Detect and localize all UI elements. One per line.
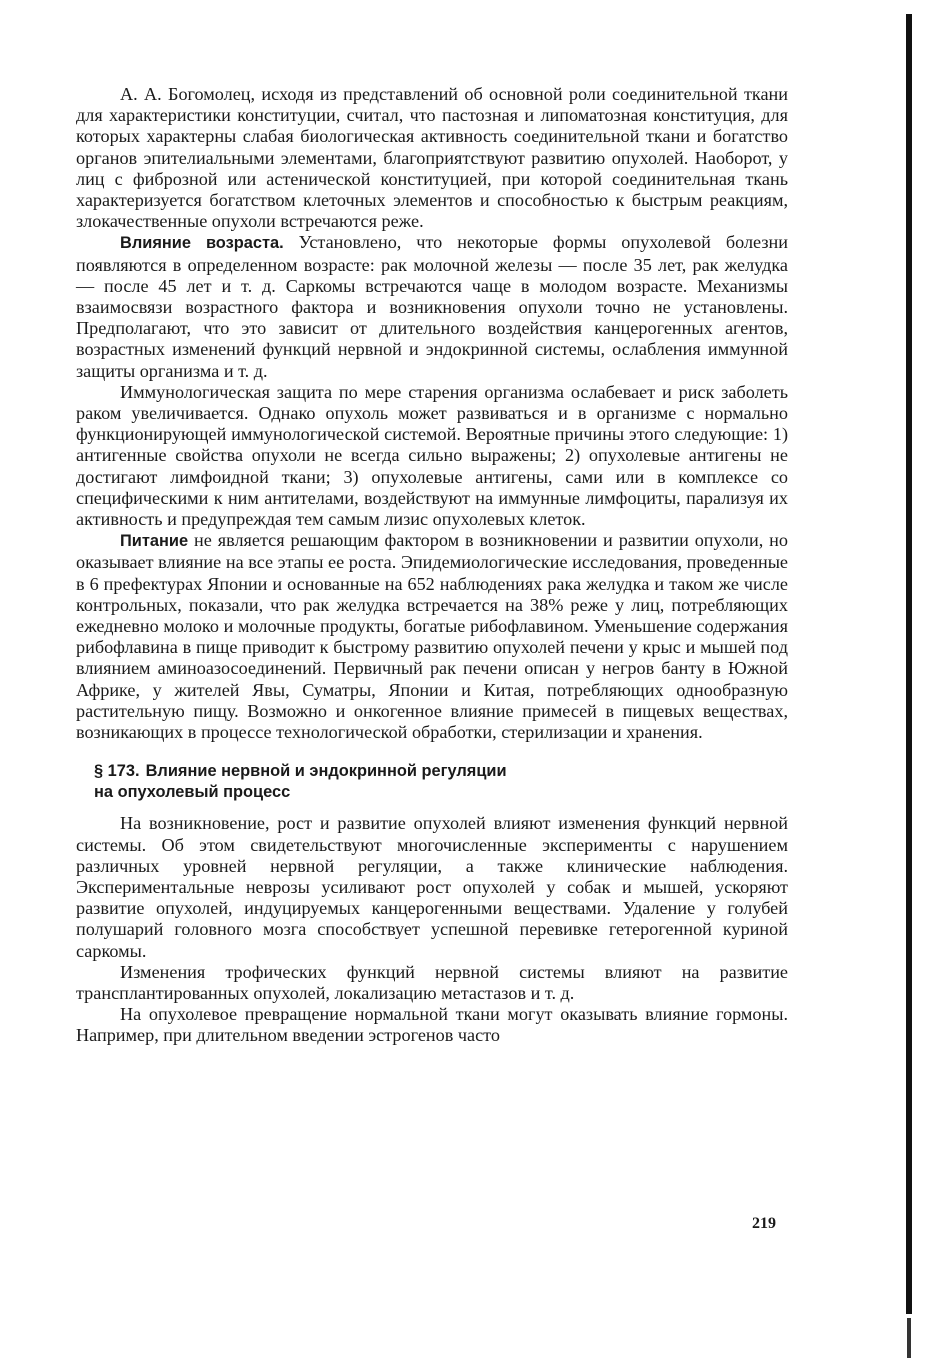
- paragraph-nutrition: [76, 530, 788, 743]
- paragraph-text: На возникновение, рост и развитие опухолей влияют изменения функций нервной системы. Об этом свидетельствуют многочисленные эксперименты с нарушением различных уровней нервной регуляции, а также клинические наблюдения. Экспериментальные неврозы усиливают рост опухолей у собак и мышей, ускоряют развитие опухолей, индуцируемых канцерогенными веществами. Удаление у голубей полушарий головного мозга способствует успешной перевивке гетерогенной куриной саркомы.: [76, 813, 788, 961]
- paragraph-text: На опухолевое превращение нормальной ткани могут оказывать влияние гормоны. Например, при длительном введении эстрогенов часто: [76, 1004, 788, 1046]
- section-title-line1: Влияние нервной и эндокринной регуляции: [145, 762, 507, 781]
- paragraph-text: А. А. Богомолец, исходя из представлений об основной роли соединительной ткани для характеристики конституции, считал, что пастозная и липоматозная конституция, для которых характерны слабая биологическая активность соединительной ткани и богатство органов эпителиальными элементами, благоприятствуют развитию опухолей. Наоборот, у лиц с фиброзной или астенической конституцией, при которой соединительная ткань характеризуется богатством клеточных элементов и способностью к быстрым реакциям, злокачественные опухоли встречаются реже.: [76, 84, 788, 232]
- section-number: § 173.: [94, 762, 140, 781]
- paragraph-term: Влияние возраста.: [120, 234, 284, 253]
- paragraph-nervous-system: [76, 813, 788, 961]
- paragraph-text: не является решающим фактором в возникновении и развитии опухоли, но оказывает влияние на все этапы ее роста. Эпидемиологические исследования, проведенные в 6 префектурах Японии и основанные на 652 наблюдениях рака желудка и таком же числе контрольных, показали, что рак желудка встречается на 38% реже у лиц, потребляющих ежедневно молоко и молочные продукты, богатые рибофлавином. Уменьшение содержания рибофлавина в пище приводит к быстрому развитию опухолей печени у крыс и мышей под влиянием аминоазосоединений. Первичный рак печени описан у негров банту в Южной Африке, у жителей Явы, Суматры, Японии и Китая, потребляющих однообразную растительную пищу. Возможно и онкогенное влияние примесей в пищевых веществах, возникающих в процессе технологической обработки, стерилизации и хранения.: [76, 530, 788, 743]
- page-number: 219: [752, 1215, 776, 1232]
- paragraph-hormones: [76, 1004, 788, 1046]
- section-title-line2: на опухолевый процесс: [94, 783, 291, 802]
- paragraph-immunity: [76, 382, 788, 530]
- paragraph-text: Установлено, что некоторые формы опухолевой болезни появляются в определенном возрасте: рак молочной железы — после 35 лет, рак желудка — после 45 лет и т. д. Саркомы встречаются чаще в молодом возрасте. Механизмы взаимосвязи возрастного фактора и возникновения опухоли точно не установлены. Предполагают, что это зависит от длительного воздействия канцерогенных агентов, возрастных изменений функций нервной и эндокринной системы, ослабления иммунной защиты организма и т. д.: [76, 232, 788, 381]
- scan-border-mark: [907, 1318, 911, 1358]
- paragraph-text: Иммунологическая защита по мере старения организма ослабевает и риск заболеть раком увеличивается. Однако опухоль может развиваться и в организме с нормально функционирующей иммунологической системой. Вероятные причины этого следующие: 1) антигенные свойства опухоли не всегда сильно выражены; 2) опухолевые антигены не достигают лимфоидной ткани; 3) опухолевые антигены, сами или в комплексе со специфическими к ним антителами, воздействуют на иммунные лимфоциты, парализуя их активность и предупреждая тем самым лизис опухолевых клеток.: [76, 381, 788, 530]
- paragraph-trophic: [76, 962, 788, 1004]
- section-heading: [94, 761, 788, 803]
- paragraph-age: [76, 232, 788, 381]
- scan-border-line: [906, 14, 912, 1314]
- paragraph-constitution: [76, 84, 788, 232]
- book-page: [76, 84, 788, 1047]
- paragraph-term: Питание: [120, 532, 189, 551]
- paragraph-text: Изменения трофических функций нервной системы влияют на развитие трансплантированных опухолей, локализацию метастазов и т. д.: [76, 961, 788, 1003]
